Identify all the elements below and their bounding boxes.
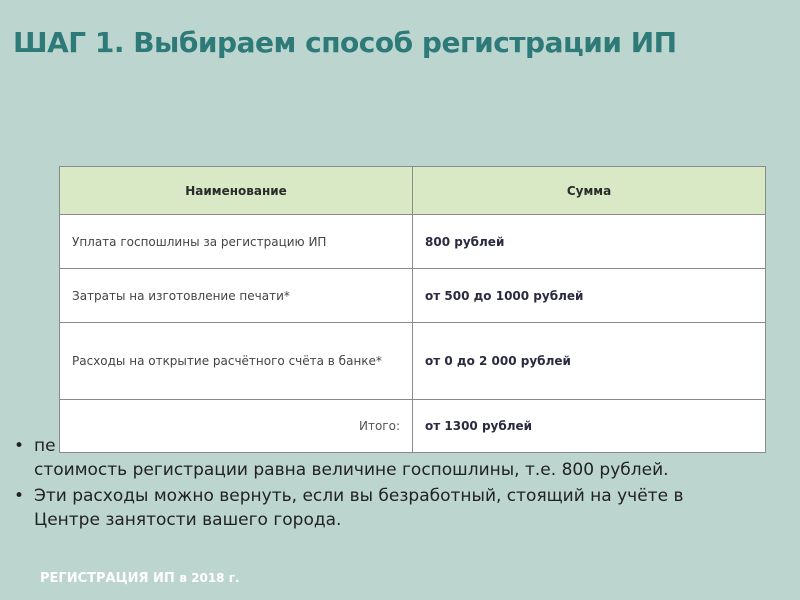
total-sum: от 1300 рублей xyxy=(413,400,766,453)
bullet-icon: • xyxy=(14,436,25,456)
header-name: Наименование xyxy=(60,167,413,215)
bullet-text-line: пе xyxy=(34,436,56,456)
bullet-icon: • xyxy=(14,486,25,506)
total-row xyxy=(60,400,766,453)
bullet-text-line: Центре занятости вашего города. xyxy=(34,510,342,530)
bullet-text-line: Эти расходы можно вернуть, если вы безработный, стоящий на учёте в xyxy=(34,486,684,506)
table-row xyxy=(60,323,766,400)
row-sum: от 0 до 2 000 рублей xyxy=(413,323,766,400)
slide-title: ШАГ 1. Выбираем способ регистрации ИП xyxy=(13,26,677,59)
row-sum: от 500 до 1000 рублей xyxy=(413,269,766,323)
bullet-text-line: стоимость регистрации равна величине госпошлины, т.е. 800 рублей. xyxy=(34,460,669,480)
table-header-row xyxy=(60,167,766,215)
row-name: Расходы на открытие расчётного счёта в банке* xyxy=(60,323,413,400)
row-name: Уплата госпошлины за регистрацию ИП xyxy=(60,215,413,269)
cost-table xyxy=(59,166,766,453)
header-sum: Сумма xyxy=(413,167,766,215)
footer xyxy=(40,571,240,586)
table-row xyxy=(60,269,766,323)
table-row xyxy=(60,215,766,269)
row-name: Затраты на изготовление печати* xyxy=(60,269,413,323)
bullet-item xyxy=(14,484,784,532)
footer-title: РЕГИСТРАЦИЯ ИП xyxy=(40,571,175,586)
footer-year: в 2018 г. xyxy=(179,571,240,585)
row-sum: 800 рублей xyxy=(413,215,766,269)
total-label: Итого: xyxy=(60,400,413,453)
